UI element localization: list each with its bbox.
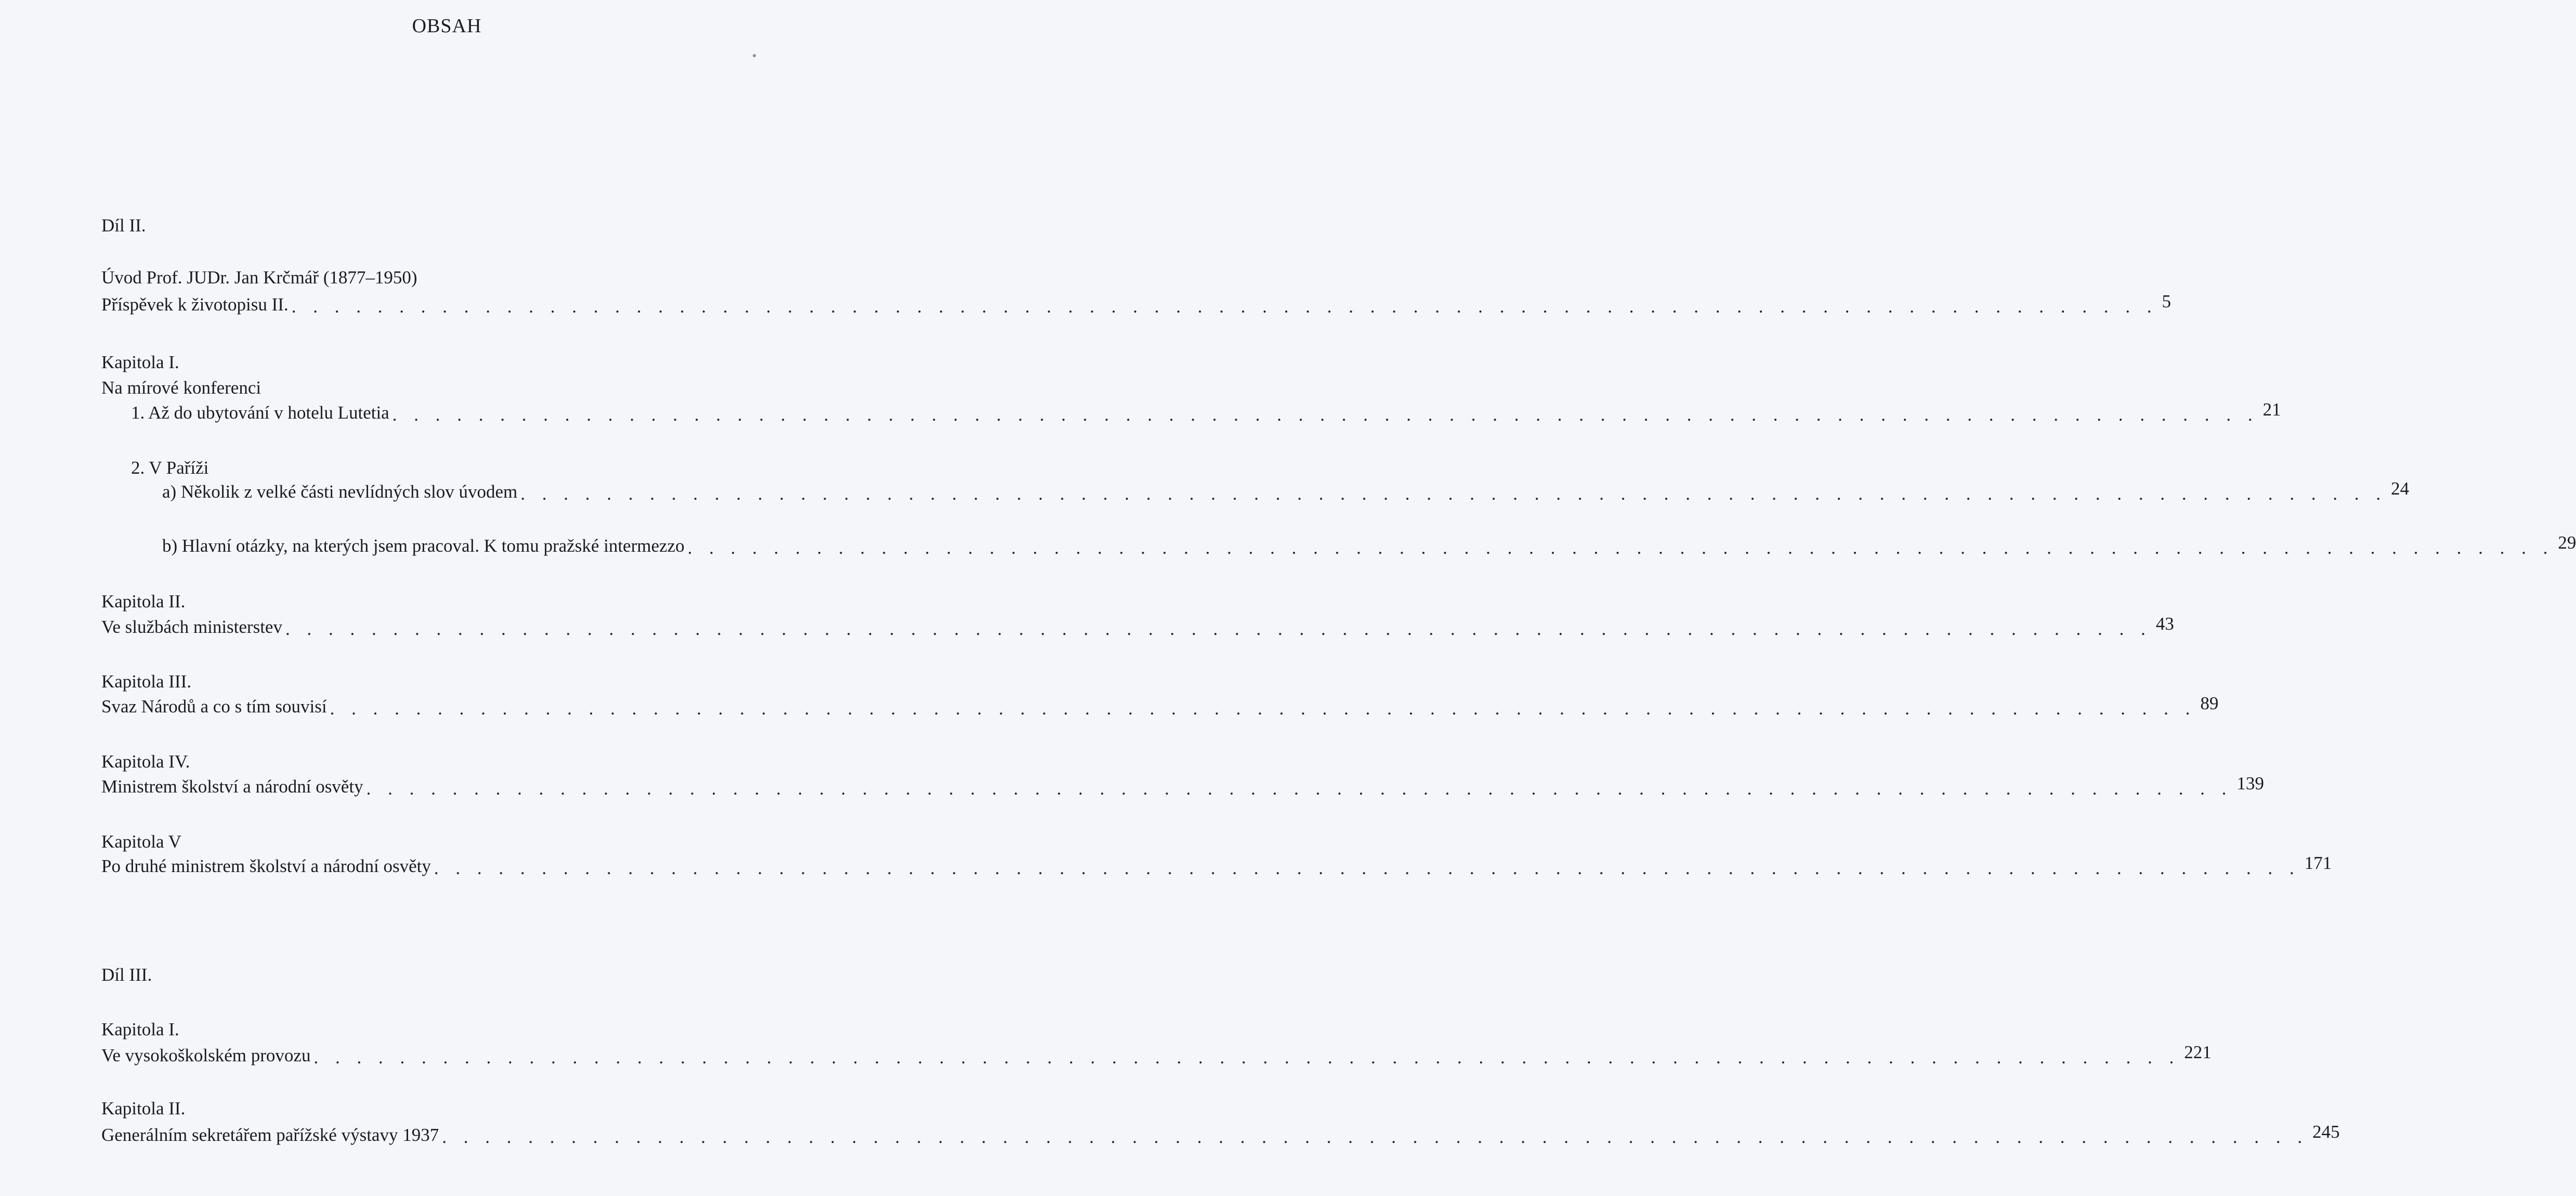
page-number: 5 [2162, 291, 2171, 311]
dot-leader: . . . . . . . . . . . . . . . . . . . . . . . . . . . . . . . . . . . . . . . . . . . . . . . . . . . . . . . . . . . . . . . . . . . . . . . . . . . . . . . . . . . . . . . [285, 619, 2152, 639]
dot-leader: . . . . . . . . . . . . . . . . . . . . . . . . . . . . . . . . . . . . . . . . . . . . . . . . . . . . . . . . . . . . . . . . . . . . . . . . . . . . . . . . . . . . . . . [442, 1127, 2308, 1147]
dot-leader: . . . . . . . . . . . . . . . . . . . . . . . . . . . . . . . . . . . . . . . . . . . . . . . . . . . . . . . . . . . . . . . . . . . . . . . . . . . . . . . . . . . . . . . [291, 296, 2158, 317]
chapter-label: Kapitola V [101, 831, 181, 852]
page-number: 245 [2312, 1122, 2340, 1142]
chapter-label: Kapitola III. [101, 671, 191, 692]
dot-leader: . . . . . . . . . . . . . . . . . . . . . . . . . . . . . . . . . . . . . . . . . . . . . . . . . . . . . . . . . . . . . . . . . . . . . . . . . . . . . . . . . . . . . . . [392, 405, 2259, 425]
chapter-label: Kapitola I. [101, 1019, 179, 1039]
page-number: 139 [2237, 773, 2264, 794]
chapter-label: Kapitola II. [101, 591, 186, 612]
toc-entry-chapter-3 [101, 693, 2219, 719]
dot-leader: . . . . . . . . . . . . . . . . . . . . . . . . . . . . . . . . . . . . . . . . . . . . . . . . . . . . . . . . . . . . . . . . . . . . . . . . . . . . . . . . . . . . . . . [366, 778, 2233, 799]
dot-leader: . . . . . . . . . . . . . . . . . . . . . . . . . . . . . . . . . . . . . . . . . . . . . . . . . . . . . . . . . . . . . . . . . . . . . . . . . . . . . . . . . . . . . . . [687, 538, 2554, 558]
toc-entry-chapter-2 [101, 614, 2174, 639]
dot-leader: . . . . . . . . . . . . . . . . . . . . . . . . . . . . . . . . . . . . . . . . . . . . . . . . . . . . . . . . . . . . . . . . . . . . . . . . . . . . . . . . . . . . . . . [313, 1047, 2180, 1068]
page-number: 24 [2391, 478, 2410, 499]
entry-title: Generálním sekretářem pařížské výstavy 1937 [101, 1125, 439, 1145]
entry-title: Po druhé ministrem školství a národní osvěty [101, 856, 431, 876]
toc-entry-section-2a [162, 478, 2410, 504]
page-number: 43 [2155, 614, 2174, 634]
chapter-label: Kapitola II. [101, 1098, 186, 1119]
entry-title: Příspěvek k životopisu II. [101, 294, 289, 315]
chapter-title: Na mírové konferenci [101, 378, 261, 398]
chapter-label: Kapitola I. [101, 352, 179, 372]
page-number: 21 [2263, 399, 2281, 420]
toc-entry-part3-chapter-2 [101, 1122, 2340, 1147]
section-heading: 2. V Paříži [131, 458, 209, 478]
page-title: OBSAH [412, 15, 482, 37]
part-3-heading: Díl III. [101, 965, 152, 985]
dot-leader: . . . . . . . . . . . . . . . . . . . . . . . . . . . . . . . . . . . . . . . . . . . . . . . . . . . . . . . . . . . . . . . . . . . . . . . . . . . . . . . . . . . . . . . [330, 698, 2196, 719]
toc-entry-section-1 [131, 399, 2281, 425]
paper-speck [753, 54, 756, 57]
entry-title: b) Hlavní otázky, na kterých jsem pracoval. K tomu pražské intermezzo [162, 536, 685, 556]
entry-title: Ve službách ministerstev [101, 617, 282, 637]
toc-entry-intro [101, 291, 2171, 317]
toc-entry-chapter-5 [101, 853, 2332, 878]
intro-line-1: Úvod Prof. JUDr. Jan Krčmář (1877–1950) [101, 267, 417, 288]
chapter-label: Kapitola IV. [101, 751, 190, 772]
entry-title: Ministrem školství a národní osvěty [101, 776, 363, 797]
page-number: 29 [2558, 532, 2576, 553]
toc-entry-chapter-4 [101, 773, 2264, 799]
toc-entry-part3-chapter-1 [101, 1042, 2212, 1068]
page-number: 89 [2200, 693, 2219, 713]
entry-title: Ve vysokoškolském provozu [101, 1045, 311, 1065]
entry-title: Svaz Národů a co s tím souvisí [101, 696, 327, 717]
page-number: 221 [2184, 1042, 2212, 1062]
part-2-heading: Díl II. [101, 215, 146, 236]
toc-entry-section-2b [162, 532, 2576, 558]
entry-title: 1. Až do ubytování v hotelu Lutetia [131, 402, 389, 423]
dot-leader: . . . . . . . . . . . . . . . . . . . . . . . . . . . . . . . . . . . . . . . . . . . . . . . . . . . . . . . . . . . . . . . . . . . . . . . . . . . . . . . . . . . . . . . [520, 484, 2387, 504]
entry-title: a) Několik z velké části nevlídných slov úvodem [162, 482, 518, 502]
page-number: 171 [2304, 853, 2332, 873]
dot-leader: . . . . . . . . . . . . . . . . . . . . . . . . . . . . . . . . . . . . . . . . . . . . . . . . . . . . . . . . . . . . . . . . . . . . . . . . . . . . . . . . . . . . . . . [434, 858, 2300, 878]
